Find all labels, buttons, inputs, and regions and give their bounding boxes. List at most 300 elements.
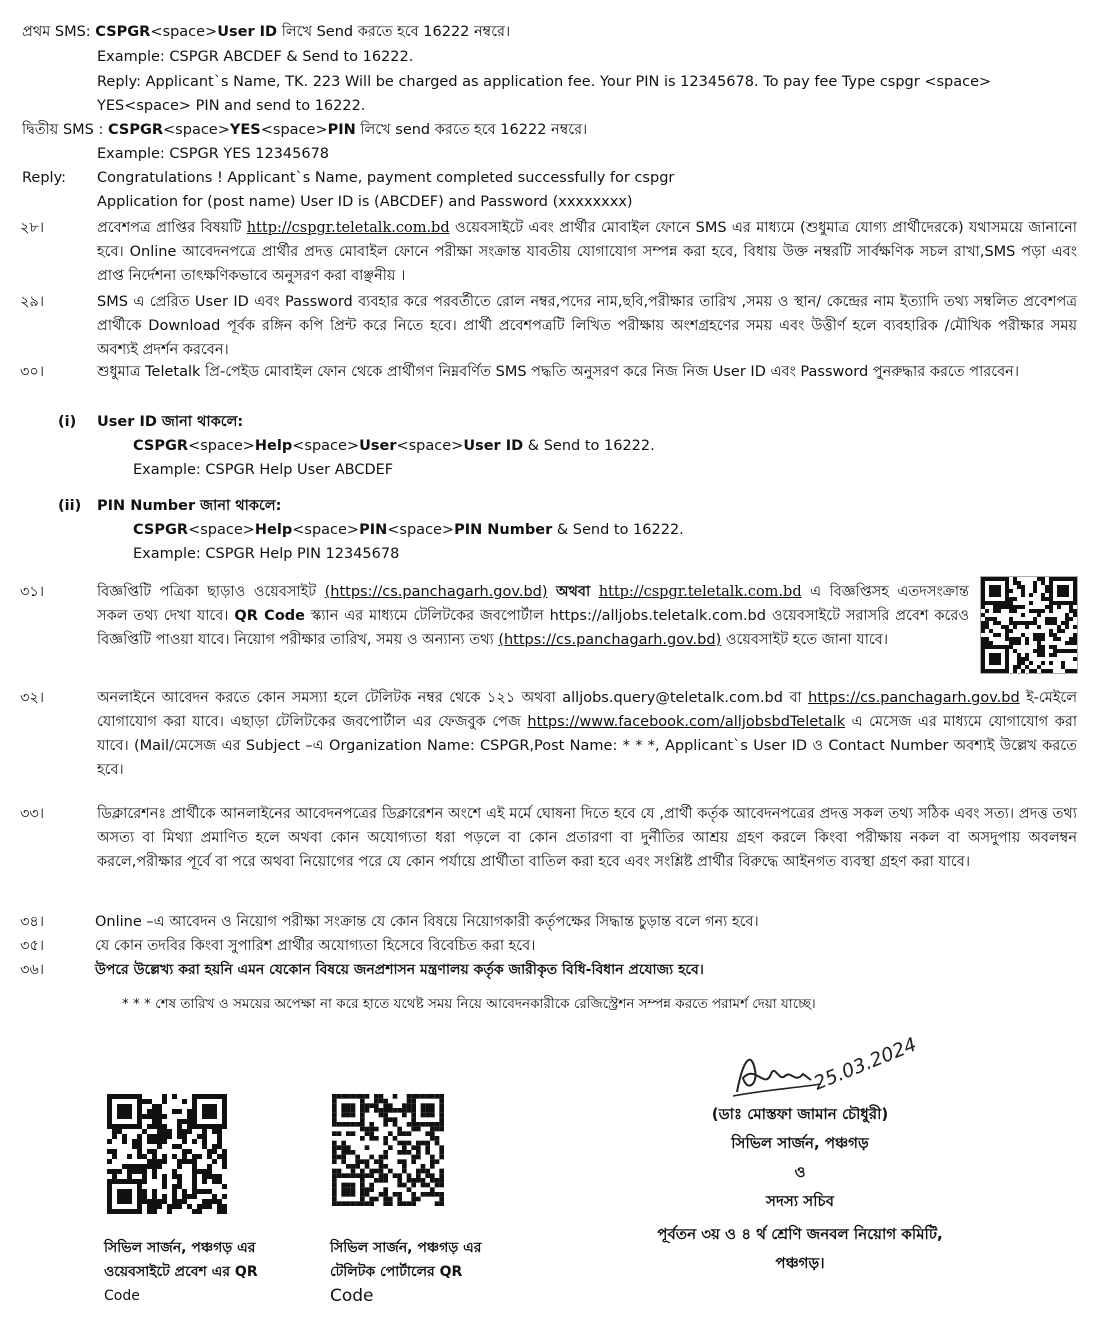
qr-module xyxy=(981,577,985,581)
qr-module xyxy=(402,1131,407,1136)
qr-module xyxy=(981,601,985,605)
qr-module xyxy=(993,653,997,657)
qr-module xyxy=(397,1183,402,1188)
qr-module xyxy=(407,1150,412,1155)
qr-module xyxy=(222,1194,227,1199)
qr-module xyxy=(365,1127,370,1132)
qr-module xyxy=(421,1183,426,1188)
qr-module xyxy=(172,1144,177,1149)
qr-module xyxy=(383,1099,388,1104)
qr-module xyxy=(1025,621,1029,625)
qr-module xyxy=(1037,609,1041,613)
qr-module xyxy=(187,1114,192,1119)
qr-module xyxy=(202,1094,207,1099)
qr-module xyxy=(177,1119,182,1124)
qr-module xyxy=(1025,665,1029,669)
item-32-part-c: এ মেসেজ এর মাধ্যমে যোগাযোগ করা যাবে। (Mail/মেসেজ এর Subject –এ Organization Name: CSPGR,Post Name: * * *, Applicant`s User ID ও Contact Number অবশ্যই উল্লেখ করতে হবে। xyxy=(97,714,1078,778)
qr-module xyxy=(1049,589,1053,593)
qr-module xyxy=(202,1204,207,1209)
qr-module xyxy=(157,1199,162,1204)
qr-module xyxy=(172,1204,177,1209)
qr-module xyxy=(212,1104,217,1109)
qr-module xyxy=(107,1109,112,1114)
qr-module xyxy=(202,1189,207,1194)
qr-module xyxy=(981,581,985,585)
reply-label: Reply: xyxy=(22,170,66,186)
qr-module xyxy=(217,1094,222,1099)
qr-module xyxy=(421,1178,426,1183)
qr-module xyxy=(212,1124,217,1129)
qr-module xyxy=(369,1173,374,1178)
qr-module xyxy=(107,1184,112,1189)
qr-module xyxy=(397,1197,402,1202)
qr-module xyxy=(397,1131,402,1136)
qr-module xyxy=(1057,577,1061,581)
qr-module xyxy=(187,1129,192,1134)
space-token: <space> xyxy=(396,438,464,454)
qr-module xyxy=(981,621,985,625)
qr-module xyxy=(177,1164,182,1169)
qr-module xyxy=(1037,641,1041,645)
qr-module xyxy=(351,1113,356,1118)
qr-module xyxy=(997,633,1001,637)
qr-module xyxy=(1041,593,1045,597)
qr-module xyxy=(1009,597,1013,601)
qr-module xyxy=(997,605,1001,609)
qr-code-small xyxy=(980,576,1078,674)
qr-module xyxy=(993,609,997,613)
qr-module xyxy=(351,1150,356,1155)
qr-module xyxy=(157,1119,162,1124)
qr-module xyxy=(192,1154,197,1159)
qr-module xyxy=(202,1134,207,1139)
qr-module xyxy=(107,1124,112,1129)
qr-module xyxy=(197,1204,202,1209)
qr-module xyxy=(989,653,993,657)
qr-module xyxy=(365,1201,370,1206)
qr-module xyxy=(217,1179,222,1184)
qr-module xyxy=(379,1178,384,1183)
qr-module xyxy=(137,1169,142,1174)
qr-module xyxy=(1053,649,1057,653)
qr-module xyxy=(421,1141,426,1146)
item-32-text xyxy=(97,686,1077,782)
qr-module xyxy=(425,1169,430,1174)
item-32-link-2[interactable]: https://www.facebook.com/alljobsbdTeletalk xyxy=(527,714,846,730)
qr-module xyxy=(1005,585,1009,589)
qr-module xyxy=(989,601,993,605)
qr-module xyxy=(351,1201,356,1206)
qr-module xyxy=(1001,625,1005,629)
qr-module xyxy=(107,1194,112,1199)
qr-module xyxy=(162,1179,167,1184)
qr-module xyxy=(374,1099,379,1104)
qr-module xyxy=(388,1169,393,1174)
qr-module xyxy=(341,1159,346,1164)
qr-module xyxy=(1065,649,1069,653)
item-28-part-a: প্রবেশপত্র প্রাপ্তির বিষয়টি xyxy=(97,220,242,236)
sub-item-ii-command xyxy=(133,518,684,542)
qr-module xyxy=(222,1184,227,1189)
qr-module xyxy=(1049,617,1053,621)
qr-module xyxy=(182,1149,187,1154)
qr-module xyxy=(332,1173,337,1178)
qr-module xyxy=(421,1122,426,1127)
item-31-link-3[interactable]: (https://cs.panchagarh.gov.bd) xyxy=(498,632,722,648)
qr-module xyxy=(157,1129,162,1134)
qr-module xyxy=(107,1169,112,1174)
qr-module xyxy=(1005,597,1009,601)
qr-module xyxy=(182,1134,187,1139)
qr-module xyxy=(411,1178,416,1183)
qr-module xyxy=(142,1174,147,1179)
qr-module xyxy=(217,1199,222,1204)
qr-module xyxy=(127,1104,132,1109)
item-number-35: ৩৫। xyxy=(20,938,45,954)
qr-module xyxy=(197,1169,202,1174)
qr-module xyxy=(197,1209,202,1214)
qr-module xyxy=(1069,577,1073,581)
qr-module xyxy=(162,1194,167,1199)
qr-module xyxy=(1001,645,1005,649)
qr-code-website xyxy=(107,1094,227,1214)
qr-module xyxy=(122,1199,127,1204)
qr-module xyxy=(397,1178,402,1183)
qr-module xyxy=(1049,581,1053,585)
qr-module xyxy=(162,1094,167,1099)
qr-module xyxy=(1021,613,1025,617)
qr-module xyxy=(989,657,993,661)
qr-module xyxy=(1013,609,1017,613)
qr-module xyxy=(383,1173,388,1178)
qr-module xyxy=(402,1108,407,1113)
qr-module xyxy=(1073,601,1077,605)
qr-module xyxy=(421,1103,426,1108)
qr-module xyxy=(117,1129,122,1134)
qr-module xyxy=(993,669,997,673)
qr-module xyxy=(402,1201,407,1206)
qr-module xyxy=(127,1164,132,1169)
qr-module xyxy=(1017,653,1021,657)
qr-module xyxy=(435,1094,440,1099)
qr-module xyxy=(182,1199,187,1204)
qr-module xyxy=(997,661,1001,665)
qr-module xyxy=(132,1169,137,1174)
qr-module xyxy=(997,653,1001,657)
qr-module xyxy=(1033,617,1037,621)
reply-line-1: Congratulations ! Applicant`s Name, payment completed successfully for cspgr xyxy=(97,170,675,186)
qr-module xyxy=(346,1201,351,1206)
qr-module xyxy=(1009,605,1013,609)
qr-module xyxy=(1049,645,1053,649)
qr-module xyxy=(351,1192,356,1197)
qr-module xyxy=(152,1194,157,1199)
qr-module xyxy=(212,1094,217,1099)
qr-module xyxy=(137,1094,142,1099)
qr-module xyxy=(112,1209,117,1214)
qr-module xyxy=(346,1108,351,1113)
qr-module xyxy=(187,1149,192,1154)
qr-module xyxy=(981,637,985,641)
qr-module xyxy=(430,1173,435,1178)
qr-module xyxy=(332,1113,337,1118)
qr-module xyxy=(1013,669,1017,673)
qr-module xyxy=(1021,585,1025,589)
qr-module xyxy=(383,1197,388,1202)
second-sms-label: দ্বিতীয় SMS : xyxy=(22,122,104,138)
qr-module xyxy=(222,1204,227,1209)
qr-module xyxy=(137,1199,142,1204)
qr-module xyxy=(217,1129,222,1134)
qr-module xyxy=(107,1104,112,1109)
qr-module xyxy=(989,593,993,597)
qr-module xyxy=(411,1145,416,1150)
qr-module xyxy=(993,661,997,665)
second-sms-line xyxy=(22,118,587,142)
qr-module xyxy=(1065,613,1069,617)
qr-module xyxy=(1033,637,1037,641)
qr-module xyxy=(393,1192,398,1197)
first-sms-userid: User ID xyxy=(217,24,278,40)
qr-module xyxy=(997,669,1001,673)
qr-module xyxy=(981,649,985,653)
qr-module xyxy=(997,601,1001,605)
qr-module xyxy=(407,1178,412,1183)
qr-module xyxy=(360,1169,365,1174)
qr-module xyxy=(192,1184,197,1189)
qr-module xyxy=(127,1109,132,1114)
qr-module xyxy=(1025,641,1029,645)
qr-module xyxy=(112,1124,117,1129)
qr-module xyxy=(1065,585,1069,589)
caption-line: সিভিল সার্জন, পঞ্চগড় এর xyxy=(330,1240,482,1256)
item-28-text xyxy=(97,216,1077,288)
qr-module xyxy=(1009,629,1013,633)
qr-module xyxy=(1053,601,1057,605)
qr-module xyxy=(212,1144,217,1149)
qr-module xyxy=(137,1194,142,1199)
qr-module xyxy=(127,1209,132,1214)
qr-module xyxy=(1053,637,1057,641)
qr-module xyxy=(222,1124,227,1129)
qr-module xyxy=(207,1204,212,1209)
qr-module xyxy=(383,1155,388,1160)
qr-module xyxy=(127,1169,132,1174)
item-28-link[interactable]: http://cspgr.teletalk.com.bd xyxy=(246,220,450,236)
qr-module xyxy=(981,669,985,673)
item-31-link-2[interactable]: http://cspgr.teletalk.com.bd xyxy=(598,584,802,600)
item-30-text: শুধুমাত্র Teletalk প্রি-পেইড মোবাইল ফোন থেকে প্রার্থীগণ নিম্নবর্ণিত SMS পদ্ধতি অনুসরণ করে নিজ নিজ User ID এবং Password পুনরুদ্ধার করতে পারবেন। xyxy=(97,364,1020,380)
qr-module xyxy=(177,1199,182,1204)
qr-module xyxy=(132,1179,137,1184)
qr-module xyxy=(439,1108,444,1113)
space-token: <space> xyxy=(188,438,255,454)
qr-module xyxy=(411,1122,416,1127)
qr-module xyxy=(989,589,993,593)
first-sms-reply-1: Reply: Applicant`s Name, TK. 223 Will be charged as application fee. Your PIN is 12345678. To pay fee Type cspgr <space> xyxy=(97,74,992,90)
qr-module xyxy=(1033,585,1037,589)
qr-module xyxy=(127,1124,132,1129)
qr-module xyxy=(1065,625,1069,629)
qr-module xyxy=(332,1141,337,1146)
qr-module xyxy=(187,1204,192,1209)
qr-module xyxy=(132,1209,137,1214)
qr-module xyxy=(212,1174,217,1179)
qr-module xyxy=(425,1094,430,1099)
qr-module xyxy=(187,1194,192,1199)
qr-module xyxy=(207,1124,212,1129)
qr-module xyxy=(332,1192,337,1197)
qr-module xyxy=(407,1108,412,1113)
qr-module xyxy=(122,1114,127,1119)
qr-module xyxy=(1013,621,1017,625)
qr-module xyxy=(1069,641,1073,645)
qr-module xyxy=(1049,585,1053,589)
qr-module xyxy=(1017,637,1021,641)
qr-module xyxy=(152,1104,157,1109)
qr-module xyxy=(152,1149,157,1154)
qr-module xyxy=(212,1149,217,1154)
qr-module xyxy=(439,1155,444,1160)
qr-code-icon xyxy=(981,577,1077,673)
qr-module xyxy=(1049,633,1053,637)
qr-module xyxy=(177,1124,182,1129)
item-31-part-c: এ বিজ্ঞপ্তিসহ এতদসংক্রান্ত সকল তথ্য দেখা যাবে। xyxy=(97,584,970,624)
qr-module xyxy=(162,1114,167,1119)
qr-module xyxy=(407,1122,412,1127)
qr-module xyxy=(142,1114,147,1119)
qr-module xyxy=(202,1124,207,1129)
qr-module xyxy=(107,1099,112,1104)
qr-module xyxy=(152,1164,157,1169)
qr-module xyxy=(416,1169,421,1174)
qr-module xyxy=(985,625,989,629)
qr-module xyxy=(439,1145,444,1150)
qr-module xyxy=(341,1155,346,1160)
qr-module xyxy=(137,1104,142,1109)
qr-module xyxy=(439,1201,444,1206)
qr-module xyxy=(137,1134,142,1139)
qr-module xyxy=(1037,645,1041,649)
qr-module xyxy=(993,593,997,597)
qr-module xyxy=(1005,589,1009,593)
qr-module xyxy=(369,1169,374,1174)
qr-module xyxy=(1069,601,1073,605)
sub-item-ii-example: Example: CSPGR Help PIN 12345678 xyxy=(133,546,400,562)
qr-module xyxy=(351,1169,356,1174)
item-32-part-b: ই-মেইলে যোগাযোগ করা যাবে। এছাড়া টেলিটকের জবপোর্টাল এর ফেজবুক পেজ xyxy=(97,690,1078,730)
qr-module xyxy=(332,1169,337,1174)
qr-module xyxy=(1061,629,1065,633)
second-sms-rest: লিখে send করতে হবে 16222 নম্বরে। xyxy=(360,122,588,138)
qr-module xyxy=(407,1187,412,1192)
qr-module xyxy=(192,1209,197,1214)
item-number-28: ২৮। xyxy=(20,220,45,236)
qr-module xyxy=(379,1108,384,1113)
signatory-and: ও xyxy=(794,1163,806,1181)
qr-module xyxy=(1073,641,1077,645)
second-sms-code: CSPGR xyxy=(107,122,164,138)
qr-module xyxy=(207,1154,212,1159)
item-32-part-a: অনলাইনে আবেদন করতে কোন সমস্যা হলে টেলিটক নম্বর থেকে ১২১ অথবা alljobs.query@teletalk.com.bd বা xyxy=(97,690,802,706)
qr-module xyxy=(981,625,985,629)
qr-module xyxy=(985,617,989,621)
item-31-link-1[interactable]: (https://cs.panchagarh.gov.bd) xyxy=(324,584,548,600)
qr-module xyxy=(1025,657,1029,661)
qr-module xyxy=(425,1103,430,1108)
qr-module xyxy=(192,1114,197,1119)
qr-module xyxy=(142,1099,147,1104)
qr-module xyxy=(393,1094,398,1099)
qr-module xyxy=(187,1109,192,1114)
qr-module xyxy=(147,1164,152,1169)
qr-module xyxy=(989,617,993,621)
qr-module xyxy=(341,1122,346,1127)
qr-module xyxy=(439,1122,444,1127)
qr-module xyxy=(435,1178,440,1183)
qr-module xyxy=(341,1103,346,1108)
qr-module xyxy=(112,1174,117,1179)
qr-module xyxy=(981,605,985,609)
qr-module xyxy=(360,1103,365,1108)
qr-module xyxy=(217,1139,222,1144)
qr-module xyxy=(1025,653,1029,657)
qr-module xyxy=(402,1159,407,1164)
qr-module xyxy=(351,1187,356,1192)
qr-module xyxy=(172,1199,177,1204)
qr-module xyxy=(142,1129,147,1134)
qr-module xyxy=(147,1159,152,1164)
qr-module xyxy=(182,1139,187,1144)
qr-module xyxy=(1057,589,1061,593)
qr-module xyxy=(430,1103,435,1108)
qr-module xyxy=(435,1183,440,1188)
qr-module xyxy=(207,1104,212,1109)
qr-module xyxy=(1013,597,1017,601)
qr-module xyxy=(192,1104,197,1109)
qr-module xyxy=(1073,633,1077,637)
qr-module xyxy=(369,1183,374,1188)
qr-module xyxy=(374,1136,379,1141)
qr-module xyxy=(369,1187,374,1192)
qr-module xyxy=(142,1189,147,1194)
qr-module xyxy=(157,1109,162,1114)
qr-module xyxy=(351,1122,356,1127)
qr-module xyxy=(365,1164,370,1169)
qr-module xyxy=(152,1189,157,1194)
qr-module xyxy=(222,1164,227,1169)
qr-module xyxy=(421,1192,426,1197)
item-32-link-1[interactable]: https://cs.panchagarh.gov.bd xyxy=(808,690,1020,706)
qr-module xyxy=(393,1136,398,1141)
qr-module xyxy=(421,1164,426,1169)
qr-module xyxy=(1065,601,1069,605)
cmd-userid: User ID xyxy=(463,438,524,454)
sub-item-ii-title: PIN Number জানা থাকলে: xyxy=(97,498,282,514)
qr-module xyxy=(439,1099,444,1104)
qr-module xyxy=(430,1178,435,1183)
qr-module xyxy=(1037,625,1041,629)
qr-module xyxy=(402,1150,407,1155)
qr-module xyxy=(117,1199,122,1204)
item-31-qr-word: QR Code xyxy=(234,608,305,624)
qr-module xyxy=(1073,593,1077,597)
qr-module xyxy=(993,585,997,589)
qr-module xyxy=(112,1169,117,1174)
qr-module xyxy=(1065,593,1069,597)
qr-module xyxy=(112,1154,117,1159)
qr-module xyxy=(407,1103,412,1108)
